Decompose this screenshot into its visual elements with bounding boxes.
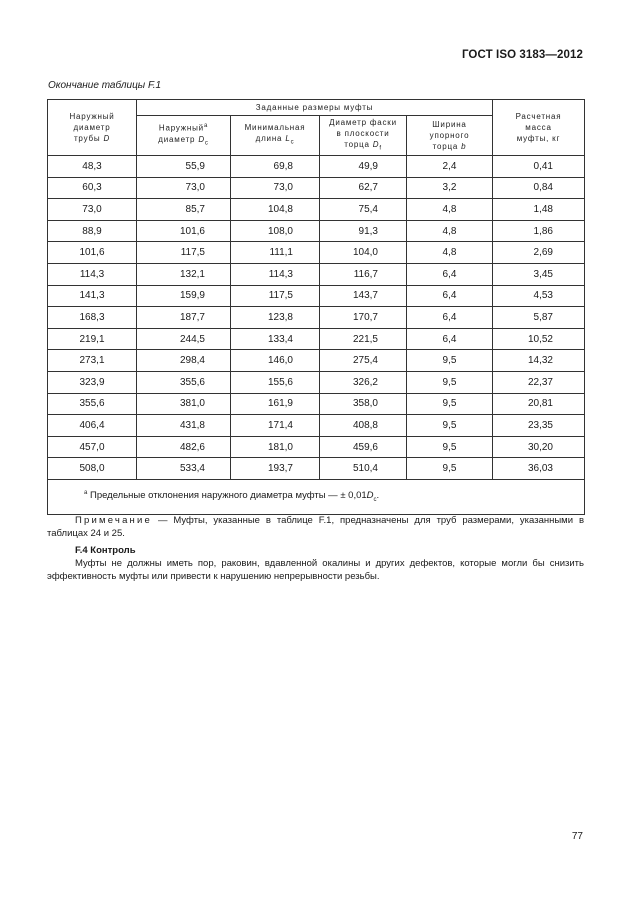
header-coupling-group: Заданные размеры муфты xyxy=(137,100,493,116)
table-row xyxy=(48,415,585,437)
cell-shoulder-width: 4,8 xyxy=(407,242,493,264)
cell-min-length: 123,8 xyxy=(231,307,320,329)
cell-mass: 22,37 xyxy=(493,371,585,393)
cell-chamfer-diameter: 459,6 xyxy=(320,436,407,458)
page-number: 77 xyxy=(571,831,583,842)
header-shoulder-width: Ширина упорного торца b xyxy=(407,116,493,156)
cell-pipe-diameter: 48,3 xyxy=(48,156,137,178)
cell-mass: 0,41 xyxy=(493,156,585,178)
cell-chamfer-diameter: 221,5 xyxy=(320,328,407,350)
note-text: — Муфты, указанные в таблице F.1, предназначены для труб размерами, указанными в таблицах 24 и 25. xyxy=(47,515,584,539)
note-label: Примечание xyxy=(75,515,152,526)
cell-mass: 3,45 xyxy=(493,263,585,285)
cell-outer-diameter: 533,4 xyxy=(137,458,231,480)
cell-shoulder-width: 3,2 xyxy=(407,177,493,199)
cell-shoulder-width: 9,5 xyxy=(407,350,493,372)
header-chamfer-diameter: Диаметр фаски в плоскости торца $D_f$ xyxy=(320,116,407,156)
cell-min-length: 161,9 xyxy=(231,393,320,415)
cell-shoulder-width: 6,4 xyxy=(407,328,493,350)
cell-outer-diameter: 101,6 xyxy=(137,220,231,242)
cell-pipe-diameter: 406,4 xyxy=(48,415,137,437)
cell-pipe-diameter: 101,6 xyxy=(48,242,137,264)
cell-outer-diameter: 159,9 xyxy=(137,285,231,307)
cell-outer-diameter: 55,9 xyxy=(137,156,231,178)
table-row xyxy=(48,156,585,178)
cell-outer-diameter: 381,0 xyxy=(137,393,231,415)
cell-outer-diameter: 117,5 xyxy=(137,242,231,264)
cell-outer-diameter: 73,0 xyxy=(137,177,231,199)
cell-outer-diameter: 482,6 xyxy=(137,436,231,458)
cell-min-length: 146,0 xyxy=(231,350,320,372)
cell-chamfer-diameter: 510,4 xyxy=(320,458,407,480)
cell-chamfer-diameter: 49,9 xyxy=(320,156,407,178)
cell-mass: 14,32 xyxy=(493,350,585,372)
table-row xyxy=(48,177,585,199)
cell-min-length: 133,4 xyxy=(231,328,320,350)
cell-chamfer-diameter: 143,7 xyxy=(320,285,407,307)
section-text: Муфты не должны иметь пор, раковин, вдавленной окалины и других дефектов, которые могли бы снизить эффективность муфты или привести к нарушению непрерывности резьбы. xyxy=(47,558,584,582)
cell-pipe-diameter: 508,0 xyxy=(48,458,137,480)
cell-min-length: 155,6 xyxy=(231,371,320,393)
cell-shoulder-width: 9,5 xyxy=(407,393,493,415)
table-row xyxy=(48,199,585,221)
table-row xyxy=(48,436,585,458)
header-outer-diameter: Наружный$^a$ диаметр $D_c$ xyxy=(137,116,231,156)
cell-pipe-diameter: 73,0 xyxy=(48,199,137,221)
cell-mass: 36,03 xyxy=(493,458,585,480)
cell-shoulder-width: 6,4 xyxy=(407,285,493,307)
cell-min-length: 171,4 xyxy=(231,415,320,437)
cell-mass: 1,48 xyxy=(493,199,585,221)
cell-chamfer-diameter: 275,4 xyxy=(320,350,407,372)
cell-pipe-diameter: 323,9 xyxy=(48,371,137,393)
cell-min-length: 73,0 xyxy=(231,177,320,199)
document-header: ГОСТ ISO 3183—2012 xyxy=(461,49,583,61)
table-row xyxy=(48,328,585,350)
cell-shoulder-width: 6,4 xyxy=(407,307,493,329)
cell-outer-diameter: 355,6 xyxy=(137,371,231,393)
table-row xyxy=(48,263,585,285)
cell-chamfer-diameter: 104,0 xyxy=(320,242,407,264)
cell-pipe-diameter: 355,6 xyxy=(48,393,137,415)
cell-min-length: 69,8 xyxy=(231,156,320,178)
cell-chamfer-diameter: 326,2 xyxy=(320,371,407,393)
table-note xyxy=(47,514,584,540)
table-row xyxy=(48,371,585,393)
cell-shoulder-width: 4,8 xyxy=(407,220,493,242)
cell-outer-diameter: 85,7 xyxy=(137,199,231,221)
cell-pipe-diameter: 114,3 xyxy=(48,263,137,285)
cell-mass: 20,81 xyxy=(493,393,585,415)
cell-chamfer-diameter: 170,7 xyxy=(320,307,407,329)
cell-outer-diameter: 298,4 xyxy=(137,350,231,372)
cell-pipe-diameter: 273,1 xyxy=(48,350,137,372)
cell-shoulder-width: 9,5 xyxy=(407,458,493,480)
cell-outer-diameter: 244,5 xyxy=(137,328,231,350)
cell-outer-diameter: 187,7 xyxy=(137,307,231,329)
cell-min-length: 181,0 xyxy=(231,436,320,458)
cell-mass: 4,53 xyxy=(493,285,585,307)
cell-min-length: 104,8 xyxy=(231,199,320,221)
cell-mass: 30,20 xyxy=(493,436,585,458)
cell-min-length: 117,5 xyxy=(231,285,320,307)
cell-chamfer-diameter: 62,7 xyxy=(320,177,407,199)
cell-chamfer-diameter: 91,3 xyxy=(320,220,407,242)
cell-min-length: 108,0 xyxy=(231,220,320,242)
cell-chamfer-diameter: 408,8 xyxy=(320,415,407,437)
cell-min-length: 114,3 xyxy=(231,263,320,285)
cell-pipe-diameter: 60,3 xyxy=(48,177,137,199)
cell-mass: 23,35 xyxy=(493,415,585,437)
header-mass: Расчетная масса муфты, кг xyxy=(493,100,585,156)
coupling-dimensions-table xyxy=(47,99,585,515)
cell-shoulder-width: 6,4 xyxy=(407,263,493,285)
table-row xyxy=(48,307,585,329)
cell-pipe-diameter: 168,3 xyxy=(48,307,137,329)
cell-min-length: 111,1 xyxy=(231,242,320,264)
table-row xyxy=(48,458,585,480)
cell-chamfer-diameter: 75,4 xyxy=(320,199,407,221)
header-pipe-diameter: Наружный диаметр трубы D xyxy=(48,100,137,156)
cell-chamfer-diameter: 358,0 xyxy=(320,393,407,415)
table-caption: Окончание таблицы F.1 xyxy=(48,80,162,91)
table-footnote-row xyxy=(48,479,585,514)
table-row xyxy=(48,393,585,415)
cell-outer-diameter: 132,1 xyxy=(137,263,231,285)
cell-shoulder-width: 4,8 xyxy=(407,199,493,221)
cell-pipe-diameter: 219,1 xyxy=(48,328,137,350)
cell-pipe-diameter: 88,9 xyxy=(48,220,137,242)
table-body xyxy=(48,156,585,480)
cell-mass: 10,52 xyxy=(493,328,585,350)
cell-outer-diameter: 431,8 xyxy=(137,415,231,437)
cell-chamfer-diameter: 116,7 xyxy=(320,263,407,285)
cell-mass: 1,86 xyxy=(493,220,585,242)
table-row xyxy=(48,350,585,372)
cell-min-length: 193,7 xyxy=(231,458,320,480)
table-footnote: $^a$ Предельные отклонения наружного диаметра муфты — ± $0,01D_c$. xyxy=(48,479,585,514)
cell-shoulder-width: 2,4 xyxy=(407,156,493,178)
table-row xyxy=(48,220,585,242)
table-row xyxy=(48,242,585,264)
cell-pipe-diameter: 457,0 xyxy=(48,436,137,458)
cell-shoulder-width: 9,5 xyxy=(407,371,493,393)
cell-shoulder-width: 9,5 xyxy=(407,436,493,458)
cell-pipe-diameter: 141,3 xyxy=(48,285,137,307)
header-min-length: Минимальная длина $L_c$ xyxy=(231,116,320,156)
cell-mass: 2,69 xyxy=(493,242,585,264)
section-title: F.4 Контроль xyxy=(75,545,136,556)
cell-mass: 0,84 xyxy=(493,177,585,199)
cell-mass: 5,87 xyxy=(493,307,585,329)
cell-shoulder-width: 9,5 xyxy=(407,415,493,437)
table-row xyxy=(48,285,585,307)
